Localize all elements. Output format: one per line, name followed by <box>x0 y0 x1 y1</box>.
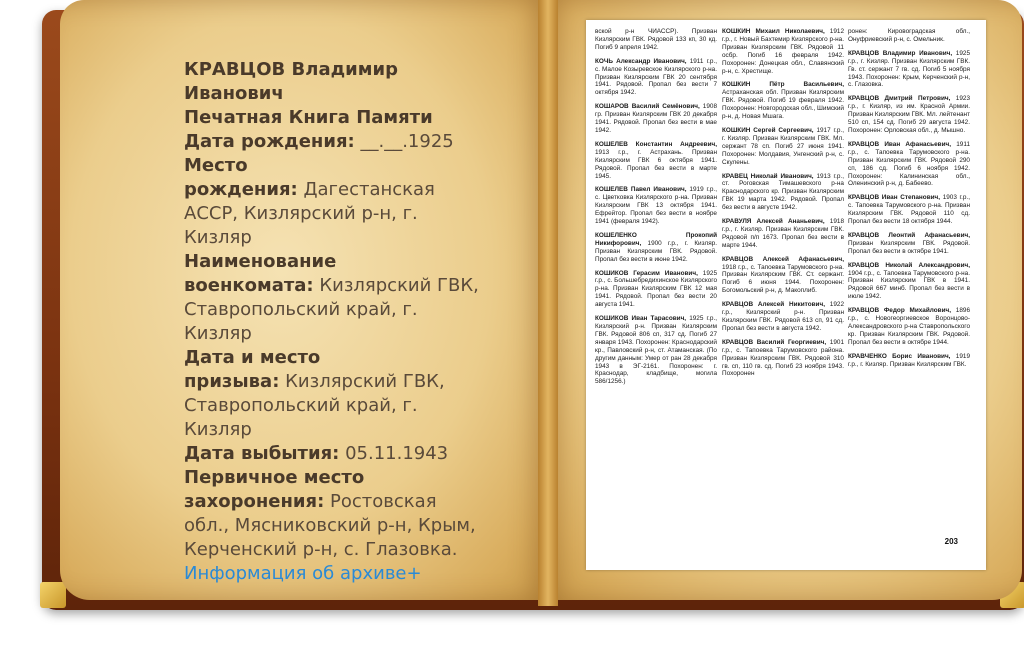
scan-entry <box>848 232 970 256</box>
scan-entry <box>722 339 844 379</box>
scan-entry-text: 1896 г.р., с. Новогеоргиевское Воронцово-Александровского р-на Ставропольского кр. Призван Кизлярским ГВК. Рядовой. Пропал без вести в октябре 1944. <box>848 307 970 346</box>
soldier-surname: КРАВЦОВ Владимир <box>184 59 398 80</box>
scan-entry-name: КОШЕЛЕВ Павел Иванович, <box>595 186 690 194</box>
scan-entry <box>848 353 970 369</box>
scan-entry-text: 1925 г.р., Кизлярский р-н. Призван Кизлярским ГВК. Рядовой 806 сп, 317 сд. Погиб 27 января 1943. Похоронен: Краснодарский кр., Павловский р-н, ст. Атаманская. (По другим данным: Умер от ран 28 декабря 1943 в ЭГ-2161. Похоронен: г. Краснодар, кладбище, могила 586/1256.) <box>595 315 717 386</box>
soldier-record <box>184 58 484 586</box>
birth-date-row <box>184 130 484 154</box>
scan-entry-name: КРАВЦОВ Василий Георгиевич, <box>722 338 830 346</box>
draft-office-row <box>184 250 484 346</box>
scan-entry-name: КОШКИН Пётр Васильевич, <box>722 81 844 89</box>
scan-entry-text: 1908 гр. Призван Кизлярским ГВК 20 декабря 1941. Рядовой. Пропал без вести в мае 1942. <box>595 103 717 134</box>
draft-label-1: Дата и место <box>184 347 321 368</box>
scan-entry <box>848 141 970 188</box>
birth-place-label-1: Место <box>184 155 248 176</box>
scan-entry-text: 1911 г.р., с. Малое Козыревское Кизлярского р-на. Призван Кизлярским ГВК 20 сентября 1941. Рядовой. Пропал без вести 7 октября 1942. <box>595 57 717 97</box>
scan-entry-name: КРАВЦОВ Николай Александрович, <box>848 261 970 269</box>
scan-column-1 <box>595 28 717 392</box>
scan-entry <box>595 103 717 135</box>
scan-entry-text: 1919 г.р., г. Кизляр. Призван Кизлярским ГВК. <box>848 352 970 368</box>
scan-entry-name: КОШКИН Михаил Николаевич, <box>722 28 830 35</box>
scan-entry-text: 1917 г.р., г. Кизляр. Призван Кизлярским ГВК. Мл. сержант 78 сп. Погиб 27 июня 1941. Похоронен: Молдавия, Унгенский р-н, с. Скулены. <box>722 126 844 166</box>
scan-entry-name: КОЧЬ Александр Иванович, <box>595 57 690 65</box>
scan-entry-text: Призван Кизлярским ГВК. Рядовой. Пропал без вести в октябре 1941. <box>848 239 970 255</box>
scan-entry-name: КОШИКОВ Иван Тарасович, <box>595 315 690 323</box>
page-number: 203 <box>944 537 958 546</box>
burial-value: Ростовская обл., Мясниковский р-н, Крым, Керченский р-н, с. Глазовка. <box>184 491 476 560</box>
scan-entry-name: КРАВЦОВ Иван Афанасьевич, <box>848 140 957 148</box>
scan-entry <box>595 270 717 310</box>
scan-entry-text: 1922 г.р., Кизлярский р-н. Призван Кизлярским ГВК. Рядовой 613 сп, 91 сд. Пропал без вести в августа 1942. <box>722 301 844 332</box>
birth-place-label-2: рождения: <box>184 179 298 200</box>
scan-entry <box>595 141 717 181</box>
draft-office-label-1: Наименование <box>184 251 337 272</box>
departure-value: 05.11.1943 <box>345 443 449 464</box>
soldier-name <box>184 58 484 106</box>
scan-entry-name: КОШИКОВ Герасим Иванович, <box>595 269 703 277</box>
scanned-memory-book-page <box>586 20 986 570</box>
scan-entry <box>722 301 844 333</box>
scan-entry-text: вской р-н ЧИАССР). Призван Кизлярским ГВК. Рядовой 133 кп, 30 кд. Погиб 9 апреля 1942. <box>595 28 717 51</box>
scan-entry <box>848 307 970 347</box>
scan-entry <box>848 262 970 302</box>
record-source: Печатная Книга Памяти <box>184 107 433 128</box>
scan-entry-text: 1901 г.р., с. Тапоевка Тарумовского района. Призван Кизлярским ГВК. Рядовой 310 гв. сп, 110 гв. сд. Погиб 23 ноября 1943. Похоронен <box>722 338 844 378</box>
birth-date-value: __.__.1925 <box>360 131 454 152</box>
scan-entry <box>722 28 844 75</box>
scan-entry-name: КОШЕЛЕВ Константин Андреевич, <box>595 140 717 148</box>
scan-entry <box>595 58 717 98</box>
scan-entry-name: КРАВЧЕНКО Борис Иванович, <box>848 352 956 360</box>
birth-place-value: Дагестанская АССР, Кизлярский р-н, г. Кизляр <box>184 179 435 248</box>
scan-entry <box>722 127 844 167</box>
scan-entry <box>595 232 717 264</box>
scan-entry-text: 1925 г.р., г. Кизляр. Призван Кизлярским ГВК. Гв. ст. сержант 7 гв. сд. Погиб 5 ноября 1943. Похоронен: Крым, Керченский р-н, с. Глазовка. <box>848 49 970 89</box>
scan-entry <box>848 28 970 44</box>
scan-entry <box>848 50 970 90</box>
scan-entry-name: КРАВУЛЯ Алексей Ананьевич, <box>722 218 830 226</box>
draft-office-label-2: военкомата: <box>184 275 314 296</box>
scan-entry-name: КРАВЦОВ Леонтий Афанасьевич, <box>848 231 970 239</box>
scan-entry-text: 1925 г.р., с. Большебредихинское Кизлярского р-на. Призван Кизлярским ГВК 12 мая 1941. Рядовой. Пропал без вести 20 августа 1941. <box>595 269 717 309</box>
birth-date-label: Дата рождения: <box>184 131 355 152</box>
scan-entry <box>722 81 844 121</box>
archive-info-link[interactable]: Информация об архиве+ <box>184 563 422 584</box>
book-spine <box>538 0 558 606</box>
scan-entry-name: КРАВЦОВ Алексей Никитович, <box>722 301 830 309</box>
scan-column-2 <box>722 28 844 384</box>
draft-value: Кизлярский ГВК, Ставропольский край, г. Кизляр <box>184 371 445 440</box>
scan-column-3 <box>848 28 970 375</box>
scan-entry-name: КРАВЕЦ Николай Иванович, <box>722 172 817 180</box>
scan-entry-text: 1919 г.р., с. Цветковка Кизлярского р-на. Призван Кизлярским ГВК 13 октября 1941. Ефрейтор. Пропал без вести в ноябре 1941 (февраля 1942). <box>595 186 717 226</box>
scan-entry <box>595 28 717 52</box>
scan-entry <box>848 194 970 226</box>
cover-corner-bottom-left <box>40 582 66 608</box>
scan-entry-name: КРАВЦОВ Дмитрий Петрович, <box>848 95 956 103</box>
scan-entry-name: КРАВЦОВ Федор Михайлович, <box>848 307 956 315</box>
scan-entry-text: 1912 г.р., г. Новый Бахтемир Кизлярского р-на. Призван Кизлярским ГВК. Рядовой 11 осбр. Погиб 16 февраля 1942. Похоронен: Донецкая обл., Славянский р-н, с. Хрестище. <box>722 28 844 75</box>
scan-entry-text: ронен: Кировоградская обл., Онуфриевский р-н, с. Омельник. <box>848 28 970 43</box>
scan-entry <box>595 315 717 386</box>
draft-label-2: призыва: <box>184 371 280 392</box>
scan-entry <box>595 186 717 226</box>
scan-entry-text: 1904 г.р., с. Тапоевка Тарумовского р-на. Призван Кизлярским ГВК в 1941. Рядовой 667 минб. Пропал без вести в июле 1942. <box>848 269 970 301</box>
soldier-patronymic: Иванович <box>184 83 284 104</box>
draft-office-value: Кизлярский ГВК, Ставропольский край, г. Кизляр <box>184 275 479 344</box>
scan-entry-text: 1900 г.р., г. Кизляр. Призван Кизлярским ГВК. Рядовой. Пропал без вести в июне 1942. <box>595 239 717 263</box>
scan-entry-text: 1918 г.р., с. Тапоевка Тарумовского р-на. Призван Кизлярским ГВК. Ст. сержант. Погиб 6 июня 1944. Похоронен: Богомольский р-н, д. Макоплиб. <box>722 263 844 295</box>
scan-entry-text: Астраханская обл. Призван Кизлярским ГВК. Рядовой. Погиб 19 февраля 1942. Похоронен: Новгородская обл., Шимский р-н, д. Новая Мшага. <box>722 89 844 121</box>
draft-date-row <box>184 346 484 442</box>
burial-label-1: Первичное место <box>184 467 365 488</box>
departure-row <box>184 442 484 466</box>
scan-entry-name: КРАВЦОВ Иван Степанович, <box>848 194 943 202</box>
scan-entry-text: 1913 г.р., ст. Роговская Тимашевского р-на Краснодарского кр. Призван Кизлярским ГВК 19 марта 1942. Рядовой. Пропал без вести в августе 1942. <box>722 172 844 212</box>
scan-entry <box>722 173 844 213</box>
scan-entry-name: КРАВЦОВ Владимир Иванович, <box>848 49 956 57</box>
departure-label: Дата выбытия: <box>184 443 340 464</box>
scan-entry-name: КОШАРОВ Василий Семёнович, <box>595 103 703 111</box>
scan-entry-name: КОШЕЛЕНКО Прокопий Никифорович, <box>595 231 717 247</box>
burial-row <box>184 466 484 562</box>
burial-label-2: захоронения: <box>184 491 325 512</box>
scan-entry-text: 1918 г.р., г. Кизляр. Призван Кизлярским ГВК. Рядовой п/п 1673. Пропал без вести в марте 1944. <box>722 218 844 249</box>
scan-entry-text: 1911 г.р., с. Тапоевка Тарумовского р-на. Призван Кизлярским ГВК. Рядовой 290 сп, 186 сд. Погиб 6 ноября 1942. Похоронен: Калининская обл., Оленинский р-н, д. Бабеево. <box>848 140 970 188</box>
scan-entry <box>848 95 970 135</box>
scan-entry <box>722 256 844 296</box>
scan-entry <box>722 218 844 250</box>
scan-entry-name: КРАВЦОВ Алексей Афанасьевич, <box>722 255 844 263</box>
scan-entry-name: КОШКИН Сергей Сергеевич, <box>722 126 817 134</box>
scan-entry-text: 1913 г.р., г. Астрахань. Призван Кизлярским ГВК 6 октября 1941. Рядовой. Пропал без вести в марте 1945. <box>595 148 717 180</box>
scan-entry-text: 1923 г.р., г. Кизляр, из им. Красной Армии. Призван Кизлярским ГВК. Мл. лейтенант 510 сп, 154 сд. Погиб 29 августа 1942. Похоронен: Орловская обл., д. Мышно. <box>848 95 970 134</box>
birth-place-row <box>184 154 484 250</box>
scan-entry-text: 1903 г.р., с. Тапоевка Тарумовского р-на. Призван Кизлярским ГВК. Рядовой 110 сд. Пропал без вести 18 октября 1944. <box>848 194 970 226</box>
